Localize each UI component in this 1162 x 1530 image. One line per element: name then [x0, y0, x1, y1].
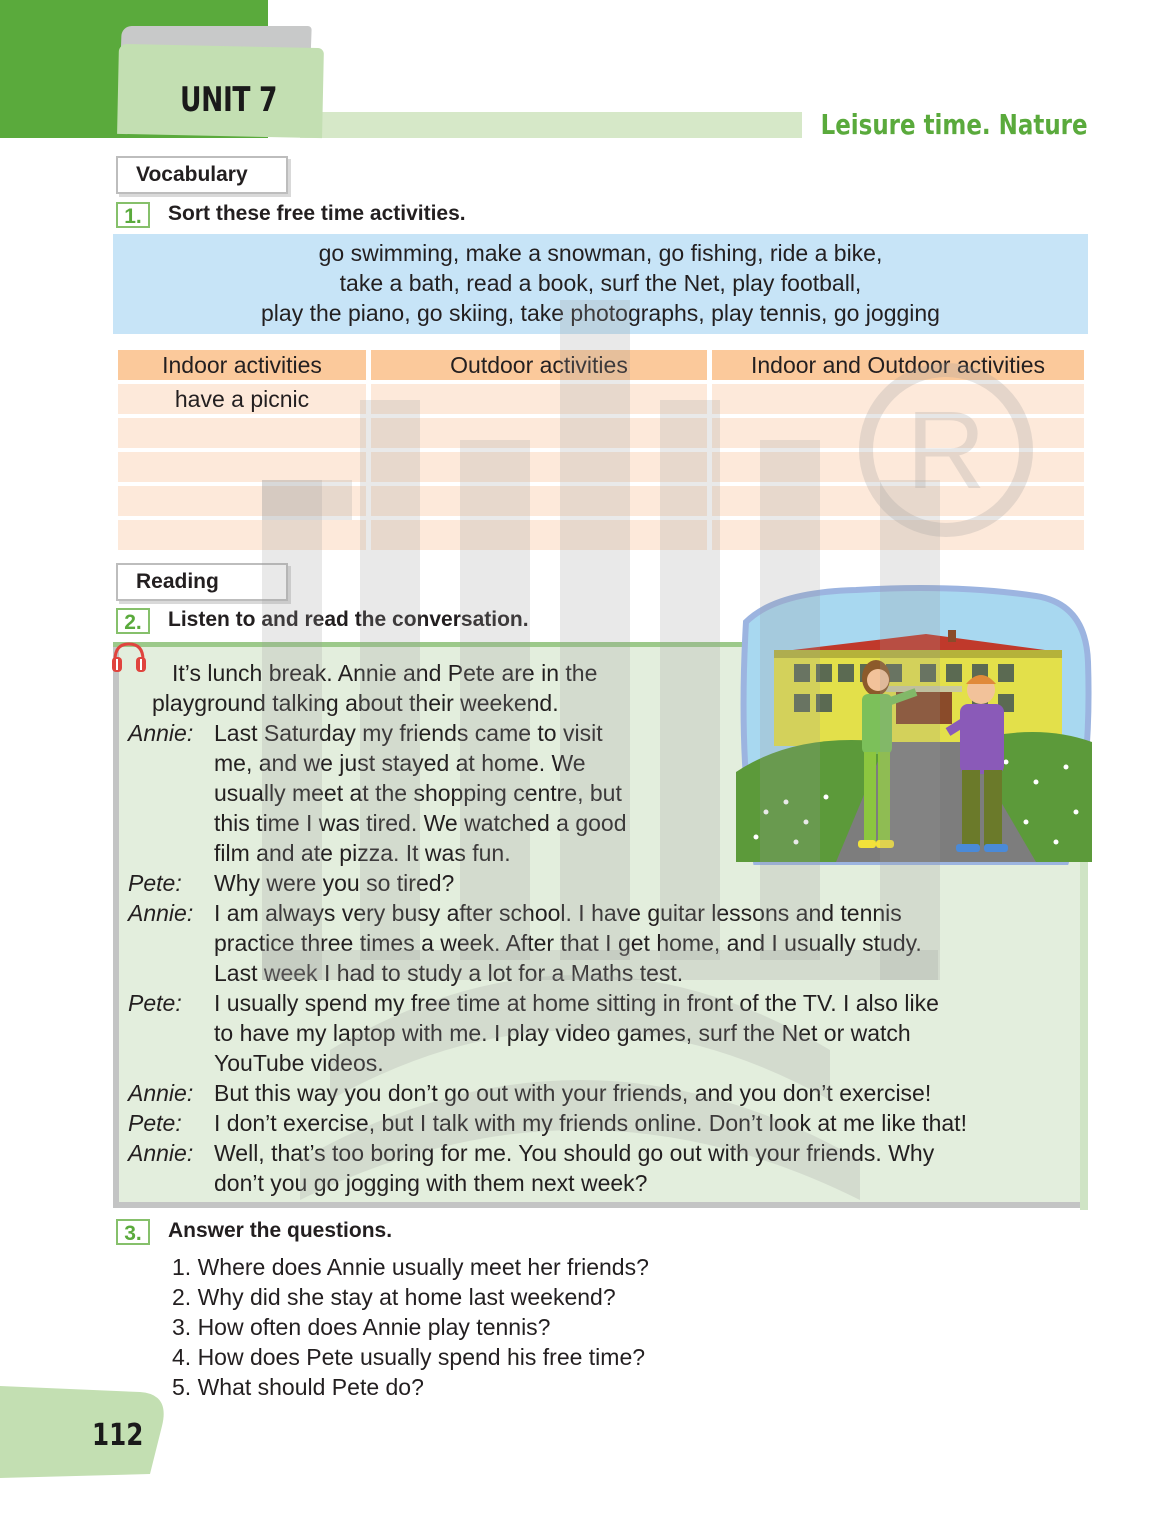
word-box: [113, 234, 1088, 334]
school-illustration: [736, 582, 1092, 868]
speaker-name: Annie:: [128, 1080, 194, 1106]
speech-line: But this way you don’t go out with your friends, and you don’t exercise!: [214, 1080, 932, 1106]
speaker-name: Annie:: [128, 1140, 194, 1166]
vocabulary-section-label: Vocabulary: [116, 156, 288, 194]
speech-text: [214, 718, 734, 868]
exercise-2-number: 2.: [116, 608, 150, 634]
table-cell[interactable]: [712, 520, 1084, 550]
speech-text: [214, 1108, 1074, 1138]
table-header-indoor: Indoor activities: [118, 350, 366, 380]
activity-table: [118, 350, 1084, 554]
speaker-name: Annie:: [128, 720, 194, 746]
table-cell[interactable]: [118, 452, 366, 482]
table-cell[interactable]: have a picnic: [118, 384, 366, 414]
exercise-3-number: 3.: [116, 1219, 150, 1245]
table-cell[interactable]: [712, 486, 1084, 516]
speech-line: Well, that’s too boring for me. You should go out with your friends. Why: [214, 1140, 935, 1166]
table-cell[interactable]: [712, 418, 1084, 448]
question-item: 4. How does Pete usually spend his free time?: [172, 1344, 646, 1370]
speech-text: [214, 1138, 1074, 1198]
speech-line: film and ate pizza. It was fun.: [214, 840, 511, 866]
word-line: take a bath, read a book, surf the Net, play football,: [339, 270, 862, 296]
headphones-icon[interactable]: [110, 640, 148, 674]
speech-line: I don’t exercise, but I talk with my friends online. Don’t look at me like that!: [214, 1110, 967, 1136]
table-row: [118, 418, 1084, 448]
speaker-name: Annie:: [128, 900, 194, 926]
reading-section-label: Reading: [116, 563, 288, 601]
table-cell[interactable]: [118, 486, 366, 516]
table-cell[interactable]: [371, 384, 707, 414]
unit-title: UNIT 7: [180, 80, 278, 120]
speech-text: [214, 1078, 1074, 1108]
question-item: 1. Where does Annie usually meet her friends?: [172, 1254, 649, 1280]
exercise-3-instruction: Answer the questions.: [168, 1219, 393, 1242]
table-header-both: Indoor and Outdoor activities: [712, 350, 1084, 380]
svg-text:R: R: [906, 389, 986, 512]
speech-line: Last week I had to study a lot for a Maths test.: [214, 960, 684, 986]
speech-line: usually meet at the shopping centre, but: [214, 780, 622, 806]
table-cell[interactable]: [712, 384, 1084, 414]
reading-intro: [152, 658, 712, 718]
table-row: [118, 520, 1084, 550]
speech-text: [214, 868, 1074, 898]
speech-text: [214, 988, 1074, 1078]
table-cell[interactable]: [371, 520, 707, 550]
question-item: 5. What should Pete do?: [172, 1374, 424, 1400]
table-header-row: [118, 350, 1084, 380]
table-cell[interactable]: [371, 418, 707, 448]
table-header-outdoor: Outdoor activities: [371, 350, 707, 380]
speech-line: don’t you go jogging with them next week?: [214, 1170, 648, 1196]
speech-line: Why were you so tired?: [214, 870, 455, 896]
speech-line: YouTube videos.: [214, 1050, 384, 1076]
topic-title: Leisure time. Nature: [821, 108, 1088, 141]
speech-text: [214, 898, 1074, 988]
table-cell[interactable]: [712, 452, 1084, 482]
table-cell[interactable]: [371, 452, 707, 482]
intro-line: It’s lunch break. Annie and Pete are in the: [172, 660, 598, 686]
intro-line: playground talking about their weekend.: [152, 690, 559, 716]
table-cell[interactable]: [371, 486, 707, 516]
word-line: play the piano, go skiing, take photographs, play tennis, go jogging: [261, 300, 940, 326]
speaker-name: Pete:: [128, 870, 182, 896]
speech-line: practice three times a week. After that I get home, and I usually study.: [214, 930, 922, 956]
table-row: [118, 384, 1084, 414]
speech-line: Last Saturday my friends came to visit: [214, 720, 603, 746]
table-cell[interactable]: [118, 520, 366, 550]
question-list: [172, 1252, 649, 1402]
exercise-2-instruction: Listen to and read the conversation.: [168, 608, 529, 631]
table-row: [118, 486, 1084, 516]
question-item: 2. Why did she stay at home last weekend?: [172, 1284, 616, 1310]
speech-line: I am always very busy after school. I have guitar lessons and tennis: [214, 900, 902, 926]
exercise-1-number: 1.: [116, 202, 150, 228]
word-line: go swimming, make a snowman, go fishing, ride a bike,: [318, 240, 883, 266]
page-number-tab: [0, 1386, 170, 1478]
speaker-name: Pete:: [128, 1110, 182, 1136]
table-row: [118, 452, 1084, 482]
page-number: 112: [92, 1418, 144, 1453]
exercise-1-instruction: Sort these free time activities.: [168, 202, 466, 225]
speech-line: to have my laptop with me. I play video games, surf the Net or watch: [214, 1020, 911, 1046]
header-strip: [300, 112, 802, 138]
speech-line: I usually spend my free time at home sitting in front of the TV. I also like: [214, 990, 939, 1016]
question-item: 3. How often does Annie play tennis?: [172, 1314, 551, 1340]
speech-line: this time I was tired. We watched a good: [214, 810, 627, 836]
table-cell[interactable]: [118, 418, 366, 448]
speech-line: me, and we just stayed at home. We: [214, 750, 586, 776]
speaker-name: Pete:: [128, 990, 182, 1016]
